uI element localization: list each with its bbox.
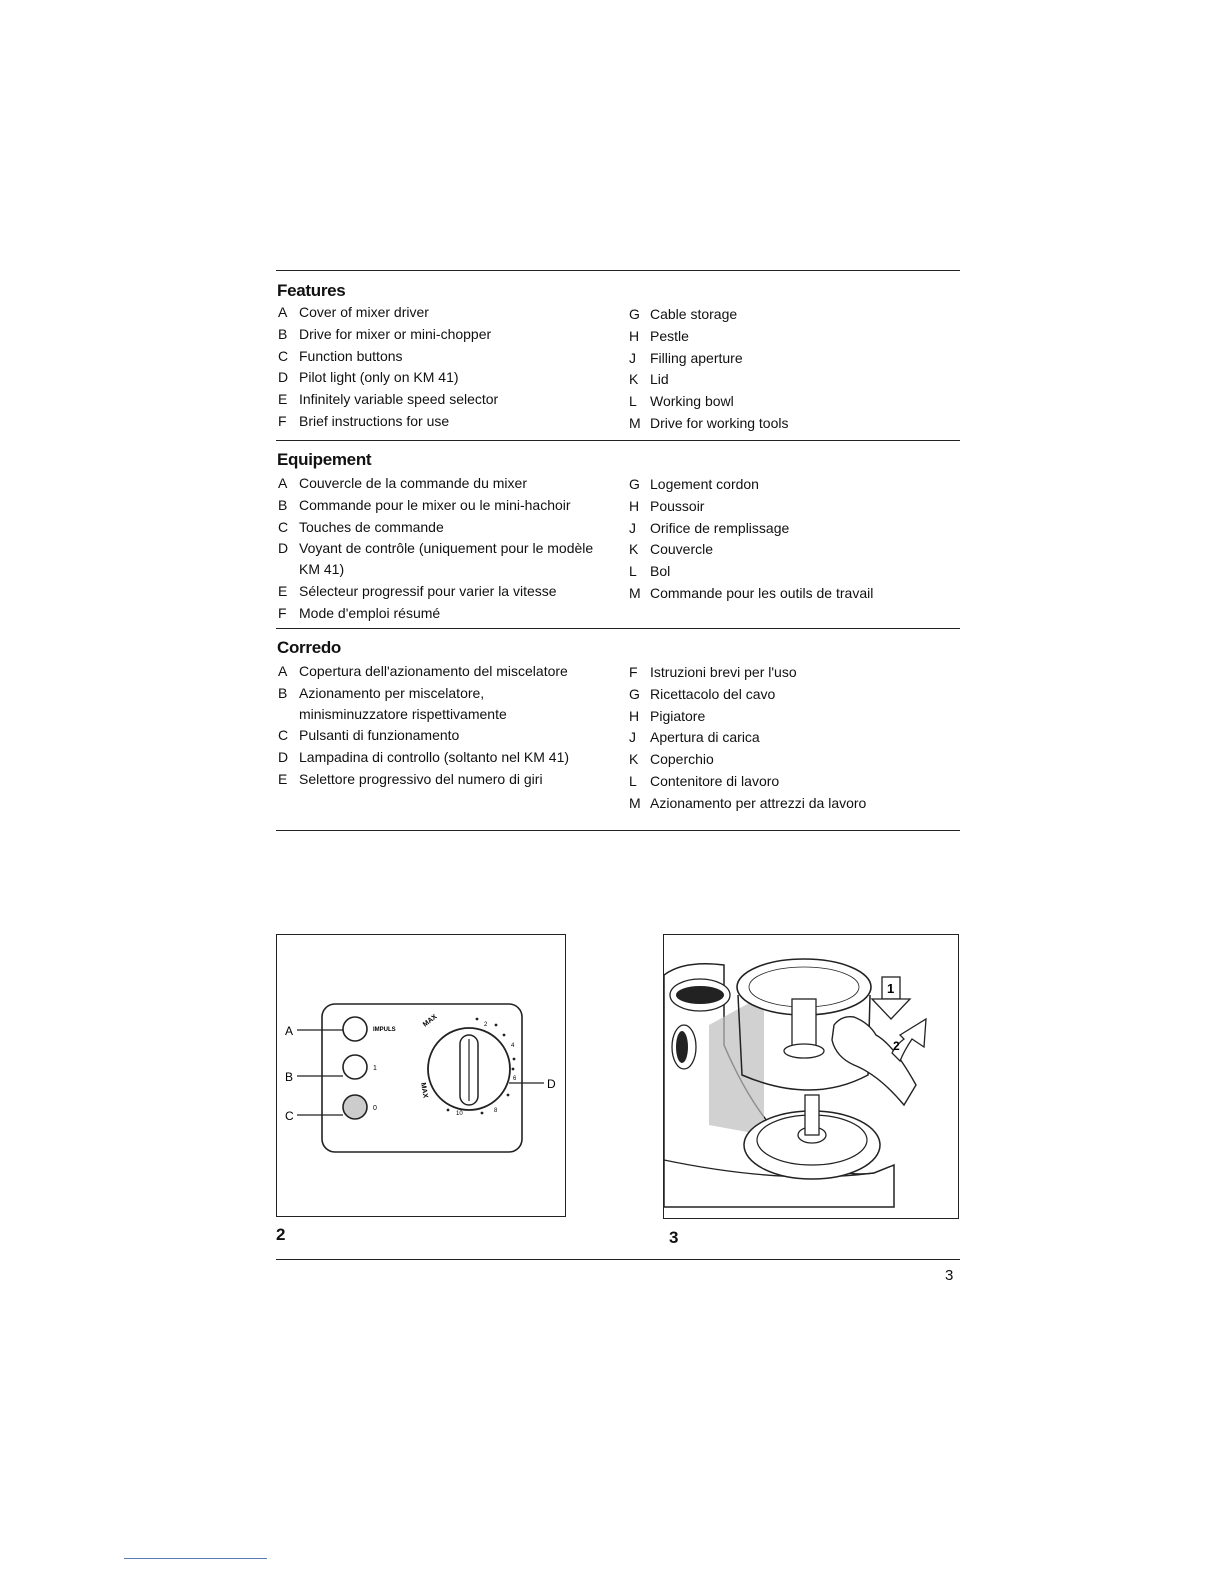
legend-key: K	[629, 751, 639, 768]
legend-text: Pigiatore	[650, 707, 706, 724]
legend-key: D	[278, 369, 289, 386]
footer-line	[124, 1558, 267, 1559]
legend-text: Working bowl	[650, 393, 734, 410]
legend-key: M	[629, 414, 641, 431]
legend-text: Couvercle de la commande du mixer	[299, 475, 527, 491]
dial-max-top: MAX	[421, 1013, 439, 1029]
legend-item	[278, 302, 608, 323]
legend-text: Pulsanti di funzionamento	[299, 727, 460, 744]
callout-b: B	[285, 1070, 294, 1084]
callout-c: C	[285, 1109, 294, 1123]
legend-key: A	[278, 304, 288, 320]
one-button-icon	[343, 1055, 367, 1079]
legend-item	[278, 389, 608, 410]
legend-item	[629, 391, 959, 412]
legend-item	[278, 769, 578, 790]
legend-item	[278, 517, 608, 538]
legend-text: Logement cordon	[650, 476, 759, 492]
legend-text: Orifice de remplissage	[650, 519, 790, 536]
impuls-button-icon	[343, 1017, 367, 1041]
legend-item	[629, 474, 959, 495]
legend-item	[629, 583, 959, 604]
dial-mark-8: 8	[494, 1108, 498, 1114]
legend-text: Lampadina di controllo (soltanto nel KM 41)	[299, 749, 570, 766]
legend-text: Selettore progressivo del numero di giri	[299, 770, 543, 787]
legend-key: F	[278, 412, 287, 429]
legend-key: L	[629, 563, 637, 580]
dial-mark-2: 2	[484, 1022, 488, 1028]
legend-key: J	[629, 519, 636, 536]
legend-text: Commande pour les outils de travail	[650, 584, 874, 601]
legend-key: H	[629, 497, 640, 514]
legend-key: B	[278, 684, 288, 701]
callout-a: A	[285, 1024, 294, 1038]
pestle-icon	[792, 999, 816, 1051]
legend-text: Copertura dell'azionamento del miscelatore	[299, 663, 568, 679]
legend-text: Mode d'emploi résumé	[299, 604, 441, 621]
legend-item	[278, 367, 608, 388]
legend-text: Filling aperture	[650, 349, 743, 366]
legend-item	[629, 413, 959, 434]
section-title-equipement: Equipement	[277, 450, 372, 469]
rule-after-features	[276, 440, 960, 441]
corredo-list-right	[629, 662, 959, 815]
legend-item	[629, 369, 959, 390]
legend-key: H	[629, 327, 640, 344]
legend-key: C	[278, 518, 289, 535]
legend-item	[629, 326, 959, 347]
control-panel-drawing	[277, 935, 565, 1216]
legend-key: B	[278, 496, 288, 513]
section-title-corredo: Corredo	[277, 638, 342, 657]
legend-item	[629, 348, 959, 369]
dial-max-side: MAX	[419, 1082, 429, 1099]
legend-item	[278, 324, 608, 345]
legend-text: Function buttons	[299, 347, 403, 364]
equipement-list-left	[278, 473, 608, 625]
legend-key: C	[278, 727, 289, 744]
equipement-list-right	[629, 474, 959, 605]
legend-item	[629, 539, 959, 560]
hand-icon	[832, 1017, 916, 1105]
legend-text: Infinitely variable speed selector	[299, 391, 499, 408]
features-list-right	[629, 304, 959, 435]
legend-key: M	[629, 584, 641, 601]
arrow-down-icon	[872, 977, 910, 1019]
legend-key: E	[278, 582, 288, 599]
corredo-list-left	[278, 661, 578, 791]
legend-text: Touches de commande	[299, 518, 444, 535]
legend-item	[629, 749, 959, 770]
legend-text: Azionamento per attrezzi da lavoro	[650, 794, 867, 811]
legend-text: Poussoir	[650, 497, 705, 514]
legend-text: Istruzioni brevi per l'uso	[650, 664, 797, 680]
legend-item	[629, 771, 959, 792]
legend-text: Coperchio	[650, 751, 714, 768]
figure-3-number: 3	[669, 1228, 679, 1247]
rule-after-corredo	[276, 830, 960, 831]
legend-key: C	[278, 347, 289, 364]
legend-text: Commande pour le mixer ou le mini-hachoir	[299, 496, 571, 513]
figure-2-control-panel	[276, 934, 566, 1217]
arrow-rotate-icon	[892, 1019, 926, 1061]
legend-item	[278, 725, 578, 746]
legend-item	[629, 727, 959, 748]
legend-text: Contenitore di lavoro	[650, 772, 780, 789]
legend-item	[278, 495, 608, 516]
legend-item	[278, 411, 608, 432]
rule-after-equipement	[276, 628, 960, 629]
step-2-label: 2	[893, 1039, 900, 1053]
legend-text: Drive for mixer or mini-chopper	[299, 325, 492, 342]
legend-key: J	[629, 349, 636, 366]
dial-mark-4: 4	[511, 1043, 515, 1049]
legend-item	[629, 518, 959, 539]
legend-text: Sélecteur progressif pour varier la vitesse	[299, 582, 557, 599]
step-1-label: 1	[887, 981, 895, 996]
legend-item	[278, 747, 578, 768]
legend-text: Pestle	[650, 327, 689, 344]
legend-key: B	[278, 325, 288, 342]
legend-item	[629, 706, 959, 727]
legend-item	[629, 793, 959, 814]
legend-key: D	[278, 540, 289, 557]
legend-item	[278, 346, 608, 367]
legend-item	[629, 684, 959, 705]
legend-item	[629, 304, 959, 325]
legend-key: A	[278, 475, 288, 491]
legend-item	[278, 683, 578, 725]
legend-text: Couvercle	[650, 541, 714, 558]
dial-mark-10: 10	[456, 1111, 463, 1117]
legend-key: G	[629, 685, 640, 702]
zero-label: 0	[373, 1105, 377, 1112]
legend-text: Lid	[650, 371, 669, 388]
legend-key: F	[629, 664, 638, 680]
legend-item	[629, 496, 959, 517]
figure-3-bowl-assembly	[663, 934, 959, 1219]
legend-text: Azionamento per miscelatore, minisminuzzatore rispettivamente	[299, 684, 507, 722]
legend-item	[629, 561, 959, 582]
drive-shaft-icon	[805, 1095, 819, 1135]
page-number: 3	[945, 1267, 954, 1284]
legend-key: A	[278, 663, 288, 679]
legend-key: E	[278, 391, 288, 408]
one-label: 1	[373, 1065, 377, 1072]
legend-key: G	[629, 306, 640, 322]
dial-mark-6: 6	[513, 1076, 517, 1082]
legend-text: Pilot light (only on KM 41)	[299, 369, 459, 386]
legend-key: F	[278, 604, 287, 621]
legend-text: Cover of mixer driver	[299, 304, 429, 320]
legend-item	[278, 661, 578, 682]
callout-d: D	[547, 1077, 556, 1091]
legend-key: D	[278, 749, 289, 766]
legend-key: L	[629, 393, 637, 410]
zero-button-icon	[343, 1095, 367, 1119]
legend-text: Brief instructions for use	[299, 412, 450, 429]
legend-key: G	[629, 476, 640, 492]
legend-key: E	[278, 770, 288, 787]
legend-item	[278, 603, 608, 624]
legend-text: Ricettacolo del cavo	[650, 685, 776, 702]
legend-item	[278, 538, 608, 580]
legend-text: Apertura di carica	[650, 729, 760, 746]
legend-text: Voyant de contrôle (uniquement pour le modèle KM 41)	[299, 540, 594, 578]
section-title-features: Features	[277, 281, 346, 300]
legend-item	[278, 581, 608, 602]
legend-key: K	[629, 371, 639, 388]
legend-key: K	[629, 541, 639, 558]
bowl-assembly-drawing	[664, 935, 958, 1218]
rule-top	[276, 270, 960, 271]
features-list-left	[278, 302, 608, 433]
legend-text: Bol	[650, 563, 671, 580]
impuls-label: IMPULS	[373, 1027, 396, 1033]
legend-key: L	[629, 772, 637, 789]
legend-text: Drive for working tools	[650, 414, 789, 431]
legend-item	[278, 473, 608, 494]
figure-2-number: 2	[276, 1225, 286, 1244]
legend-key: M	[629, 794, 641, 811]
legend-key: J	[629, 729, 636, 746]
legend-text: Cable storage	[650, 306, 738, 322]
legend-key: H	[629, 707, 640, 724]
rule-after-figures	[276, 1259, 960, 1260]
legend-item	[629, 662, 959, 683]
